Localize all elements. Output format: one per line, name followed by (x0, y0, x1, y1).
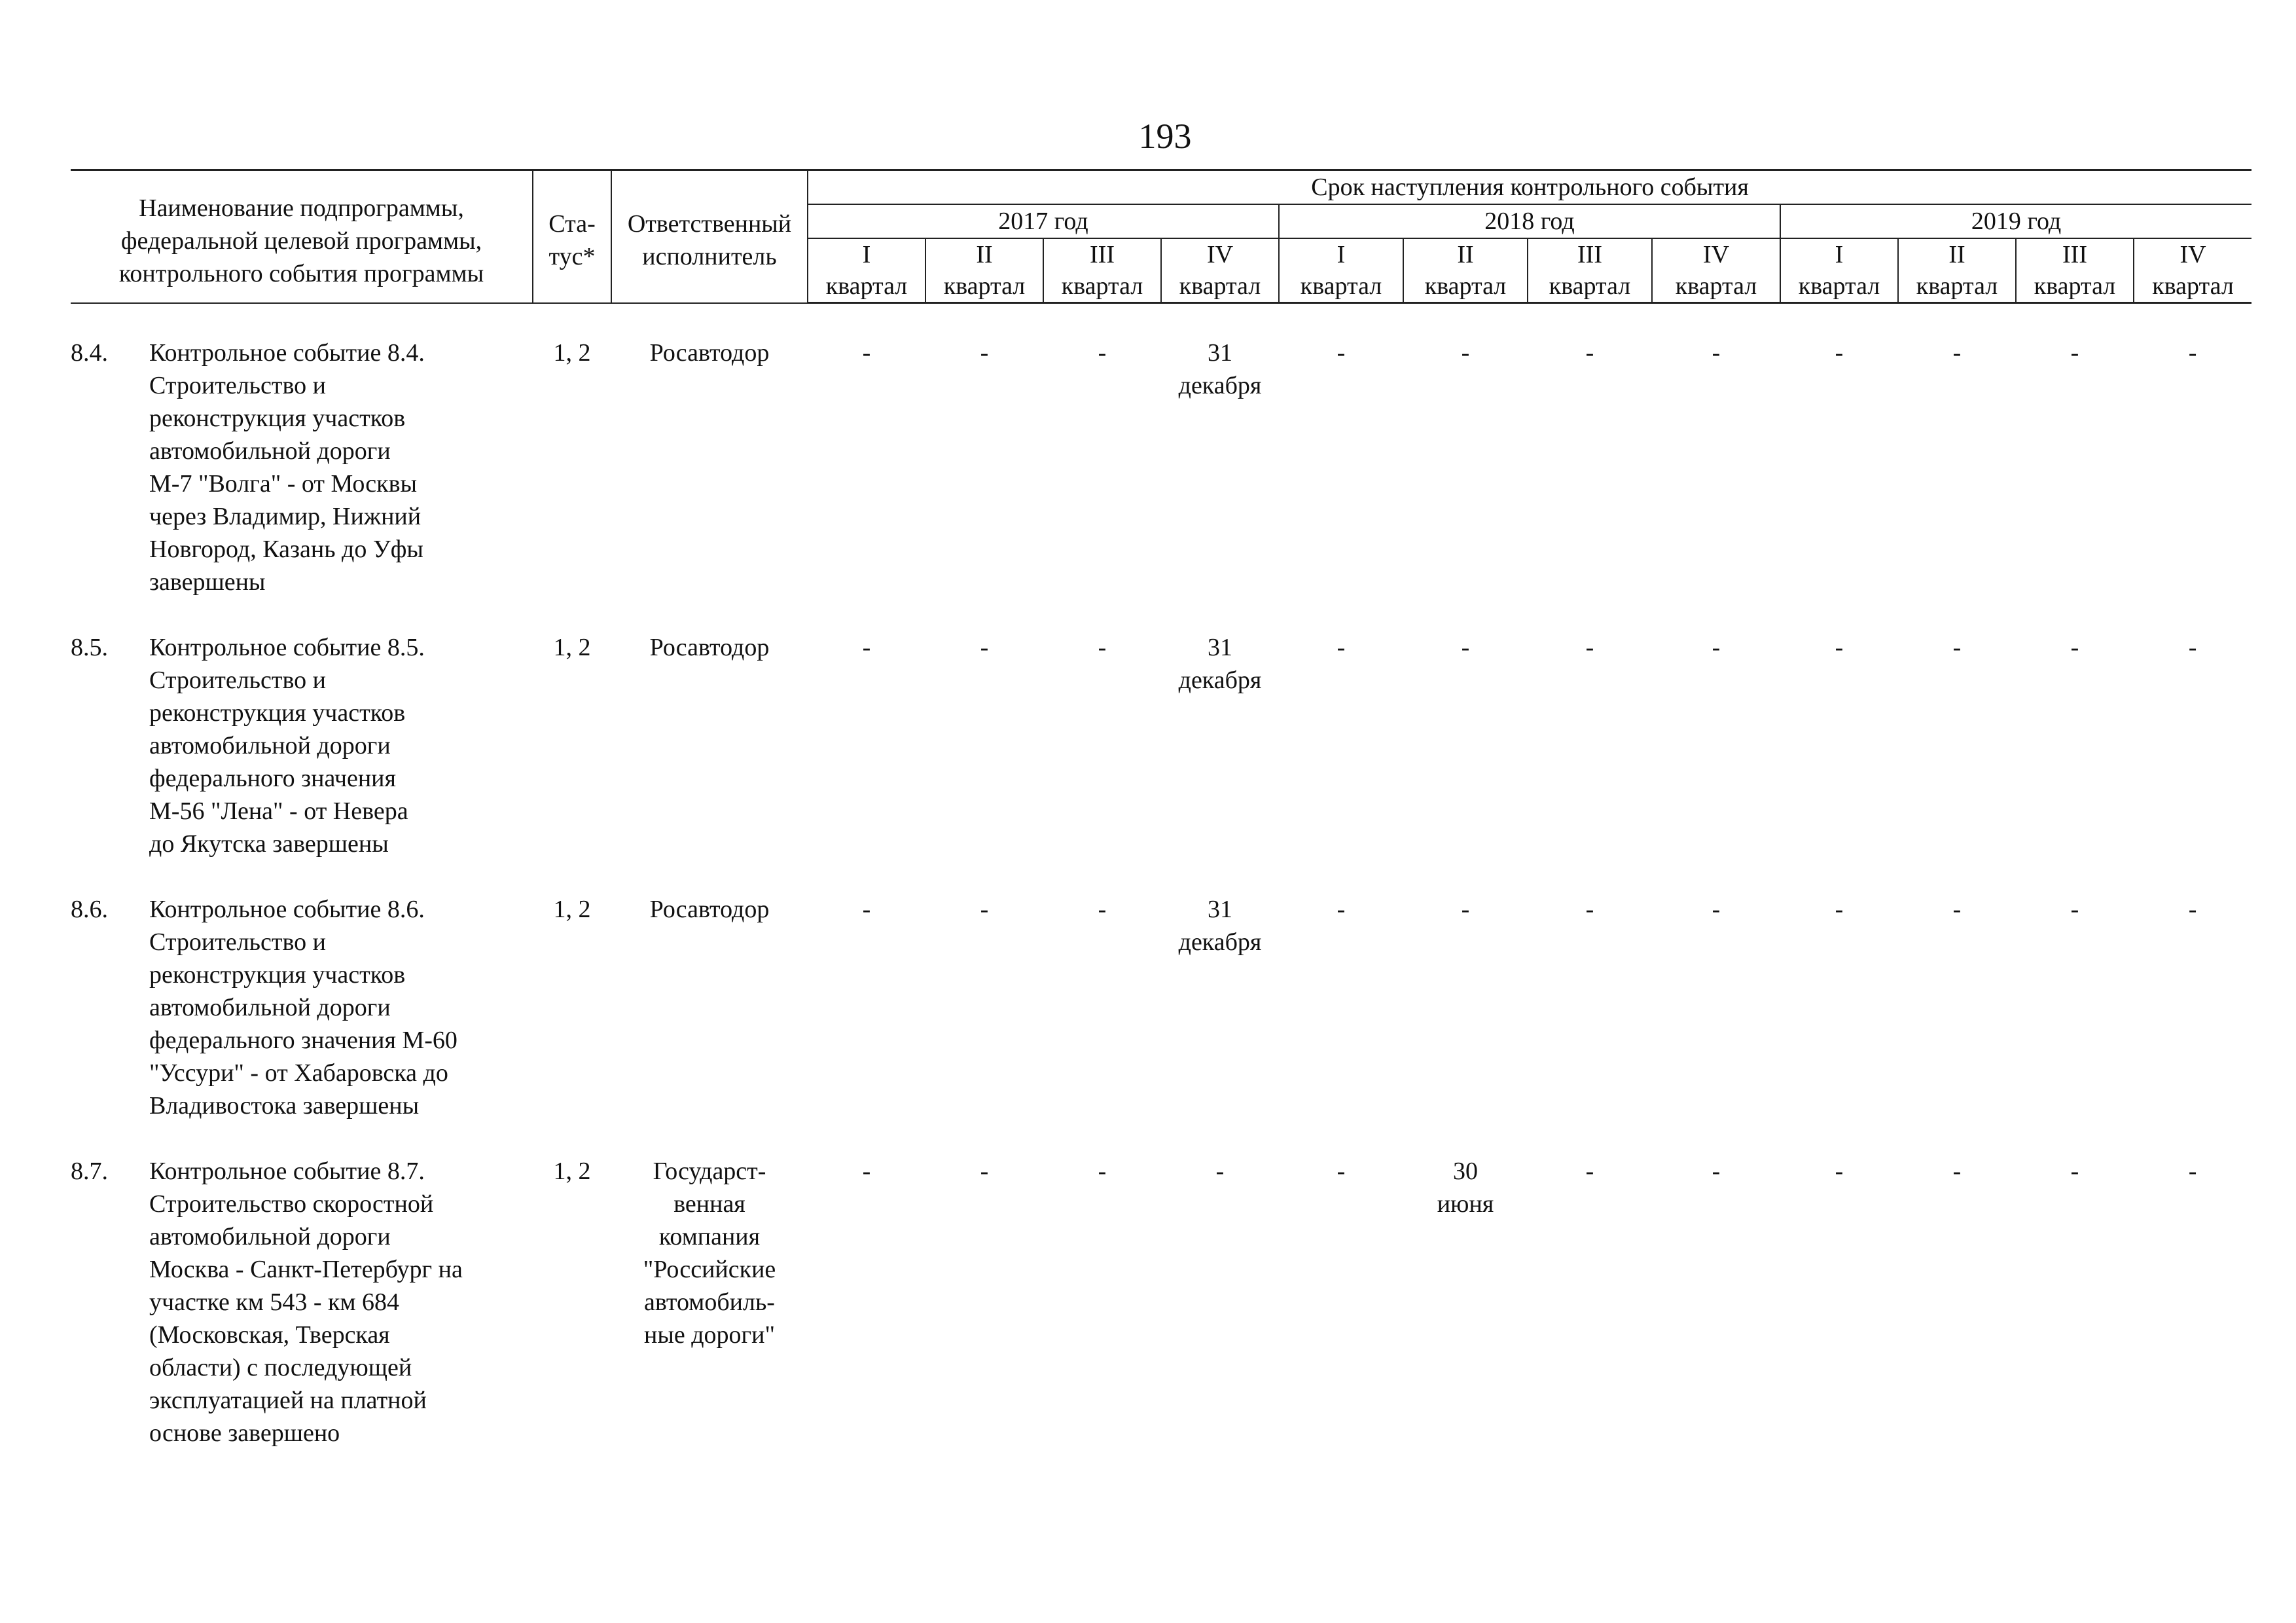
header-quarter-cell (1528, 238, 1652, 303)
quarter-deadline-cell (2134, 1155, 2251, 1482)
quarter-deadline-cell (1780, 1155, 1898, 1482)
event-name-line: Строительство и (149, 928, 327, 956)
quarter-deadline-line: - (1835, 896, 1844, 923)
status-value: 1, 2 (553, 896, 591, 923)
quarter-deadline-cell (925, 631, 1043, 893)
quarter-deadline-line: - (980, 339, 989, 367)
quarter-deadline-cell (925, 893, 1043, 1155)
header-quarter-word: квартал (825, 272, 908, 300)
header-quarter-roman: I (862, 241, 871, 268)
header-quarter-word: квартал (2034, 272, 2116, 300)
row-number: 8.5. (71, 634, 108, 661)
quarter-deadline-cell (1652, 893, 1780, 1155)
quarter-deadline-line: - (862, 896, 871, 923)
quarter-deadline-line: декабря (1178, 928, 1262, 956)
event-name-line: реконструкция участков (149, 405, 406, 432)
responsible-line: венная (673, 1190, 745, 1218)
quarter-deadline-cell (925, 337, 1043, 631)
quarter-deadline-cell (808, 893, 925, 1155)
quarter-deadline-line: - (862, 1158, 871, 1185)
quarter-deadline-cell (1898, 893, 2016, 1155)
quarter-deadline-cell (1403, 893, 1528, 1155)
quarter-deadline-line: - (1712, 339, 1721, 367)
table-body (71, 303, 2251, 1483)
header-quarter-word: квартал (2152, 272, 2234, 300)
quarter-deadline-cell (2016, 1155, 2134, 1482)
responsible-line: Государст- (653, 1158, 766, 1185)
quarter-deadline-line: - (2188, 339, 2197, 367)
quarter-deadline-line: - (862, 339, 871, 367)
header-quarter-roman: I (1835, 241, 1844, 268)
quarter-deadline-cell (1161, 1155, 1279, 1482)
event-name-line: М-56 "Лена" - от Невера (149, 797, 408, 825)
header-quarter-roman: IV (1702, 241, 1730, 268)
header-quarter-word: квартал (943, 272, 1026, 300)
row-number: 8.4. (71, 339, 108, 367)
quarter-deadline-cell (1898, 631, 2016, 893)
responsible-line: компания (658, 1223, 761, 1250)
quarter-deadline-line: - (1336, 1158, 1346, 1185)
quarter-deadline-line: - (1952, 1158, 1962, 1185)
quarter-deadline-line: - (1098, 339, 1107, 367)
header-quarter-roman: II (1948, 241, 1965, 268)
quarter-deadline-cell (1780, 631, 1898, 893)
quarter-deadline-line: июня (1437, 1190, 1494, 1218)
responsible-executor (611, 631, 808, 893)
header-quarter-word: квартал (1061, 272, 1143, 300)
event-name-line: автомобильной дороги (149, 1223, 391, 1250)
header-responsible-line: Ответственный (627, 210, 792, 238)
responsible-executor (611, 1155, 808, 1482)
status-value: 1, 2 (553, 339, 591, 367)
header-quarter-roman: III (1577, 241, 1602, 268)
quarter-deadline-cell (808, 1155, 925, 1482)
header-quarter-roman: III (1090, 241, 1115, 268)
quarter-deadline-line: - (1098, 896, 1107, 923)
quarter-deadline-line: декабря (1178, 372, 1262, 399)
quarter-deadline-line: - (2188, 896, 2197, 923)
quarter-deadline-line: - (1585, 1158, 1594, 1185)
quarter-deadline-line: - (1952, 339, 1962, 367)
quarter-deadline-line: - (2070, 339, 2079, 367)
quarter-deadline-cell (1528, 631, 1652, 893)
responsible-line: ные дороги" (643, 1321, 775, 1349)
header-quarter-cell (1652, 238, 1780, 303)
responsible-line: Росавтодор (649, 339, 770, 367)
event-name-line: автомобильной дороги (149, 732, 391, 759)
quarter-deadline-cell (1161, 337, 1279, 631)
quarter-deadline-cell (1043, 893, 1161, 1155)
quarter-deadline-line: 31 (1208, 634, 1232, 661)
header-quarter-cell (2134, 238, 2251, 303)
quarter-deadline-cell (1043, 631, 1161, 893)
quarter-deadline-line: - (2070, 634, 2079, 661)
header-year-2018: 2018 год (1279, 204, 1780, 238)
header-status-line: Ста- (548, 210, 596, 238)
event-name (149, 337, 533, 631)
quarter-deadline-line: - (1952, 634, 1962, 661)
quarter-deadline-cell (1279, 631, 1403, 893)
event-name-line: Строительство и (149, 666, 327, 694)
header-quarter-cell (1780, 238, 1898, 303)
event-name-line: основе завершено (149, 1419, 340, 1447)
event-name (149, 631, 533, 893)
event-name-line: М-7 "Волга" - от Москвы (149, 470, 418, 498)
quarter-deadline-cell (1043, 1155, 1161, 1482)
event-name-line: Новгород, Казань до Уфы (149, 536, 423, 563)
control-events-table (71, 169, 2251, 1482)
status-value: 1, 2 (553, 1158, 591, 1185)
event-name-line: участке км 543 - км 684 (149, 1288, 400, 1316)
quarter-deadline-line: - (980, 634, 989, 661)
event-name-line: федерального значения (149, 765, 396, 792)
quarter-deadline-cell (1898, 1155, 2016, 1482)
header-quarter-word: квартал (1549, 272, 1631, 300)
quarter-deadline-cell (1528, 337, 1652, 631)
event-name-line: автомобильной дороги (149, 437, 391, 465)
event-name-line: "Уссури" - от Хабаровска до (149, 1059, 448, 1087)
header-responsible-line: исполнитель (642, 243, 777, 270)
quarter-deadline-cell (1043, 337, 1161, 631)
header-quarter-cell (1403, 238, 1528, 303)
quarter-deadline-cell (1652, 631, 1780, 893)
quarter-deadline-line: - (1461, 339, 1470, 367)
status-value: 1, 2 (553, 634, 591, 661)
header-deadline: Срок наступления контрольного события (808, 170, 2251, 205)
header-year-2019: 2019 год (1780, 204, 2251, 238)
event-name-line: до Якутска завершены (149, 830, 389, 858)
header-status-cell (533, 170, 611, 303)
quarter-deadline-cell (1780, 337, 1898, 631)
responsible-line: Росавтодор (649, 634, 770, 661)
quarter-deadline-cell (1528, 893, 1652, 1155)
quarter-deadline-line: - (1712, 634, 1721, 661)
quarter-deadline-line: - (1835, 1158, 1844, 1185)
event-name (149, 893, 533, 1155)
quarter-deadline-line: декабря (1178, 666, 1262, 694)
quarter-deadline-line: - (2188, 634, 2197, 661)
event-name-line: Владивостока завершены (149, 1092, 420, 1120)
header-quarter-word: квартал (1424, 272, 1507, 300)
quarter-deadline-cell (1161, 631, 1279, 893)
quarter-deadline-cell (1161, 893, 1279, 1155)
quarter-deadline-cell (1403, 631, 1528, 893)
quarter-deadline-line: - (1952, 896, 1962, 923)
header-quarter-roman: III (2062, 241, 2087, 268)
header-status-line: тус* (548, 243, 596, 270)
quarter-deadline-line: - (1585, 339, 1594, 367)
header-name-line: Наименование подпрограммы, (139, 194, 464, 222)
header-quarter-word: квартал (1300, 272, 1382, 300)
quarter-deadline-line: - (1835, 634, 1844, 661)
event-name-line: реконструкция участков (149, 961, 406, 989)
quarter-deadline-line: - (1461, 896, 1470, 923)
quarter-deadline-line: - (1585, 896, 1594, 923)
header-responsible-cell (611, 170, 808, 303)
quarter-deadline-line: - (1461, 634, 1470, 661)
quarter-deadline-line: - (1098, 634, 1107, 661)
quarter-deadline-line: 31 (1208, 896, 1232, 923)
responsible-line: "Российские (643, 1256, 776, 1283)
row-number: 8.7. (71, 1158, 108, 1185)
quarter-deadline-cell (2016, 631, 2134, 893)
event-name-line: Контрольное событие 8.6. (149, 896, 425, 923)
quarter-deadline-line: - (1336, 634, 1346, 661)
quarter-deadline-cell (1528, 1155, 1652, 1482)
quarter-deadline-cell (1279, 893, 1403, 1155)
event-name-line: Москва - Санкт-Петербург на (149, 1256, 463, 1283)
event-name-line: Контрольное событие 8.7. (149, 1158, 425, 1185)
row-number: 8.6. (71, 896, 108, 923)
quarter-deadline-line: - (1835, 339, 1844, 367)
event-name-line: Строительство и (149, 372, 327, 399)
header-quarter-cell (1898, 238, 2016, 303)
table-row (71, 893, 2251, 1155)
header-quarter-roman: IV (1206, 241, 1234, 268)
responsible-executor (611, 337, 808, 631)
quarter-deadline-line: - (2188, 1158, 2197, 1185)
header-quarter-cell (1043, 238, 1161, 303)
event-name-line: эксплуатацией на платной (149, 1387, 427, 1414)
header-quarter-cell (1279, 238, 1403, 303)
event-name-line: Контрольное событие 8.5. (149, 634, 425, 661)
event-name-line: завершены (149, 568, 266, 596)
quarter-deadline-line: - (862, 634, 871, 661)
header-quarter-roman: II (976, 241, 993, 268)
header-quarter-word: квартал (1916, 272, 1998, 300)
event-name-line: автомобильной дороги (149, 994, 391, 1021)
header-name-line: контрольного события программы (118, 260, 484, 287)
quarter-deadline-cell (2134, 631, 2251, 893)
event-name-line: федерального значения М-60 (149, 1027, 457, 1054)
page-number: 193 (1138, 117, 1192, 156)
quarter-deadline-line: - (1215, 1158, 1225, 1185)
responsible-line: Росавтодор (649, 896, 770, 923)
quarter-deadline-line: 30 (1453, 1158, 1478, 1185)
quarter-deadline-line: - (980, 1158, 989, 1185)
event-name (149, 1155, 533, 1482)
header-quarter-word: квартал (1798, 272, 1880, 300)
header-name-cell (71, 170, 533, 303)
responsible-executor (611, 893, 808, 1155)
event-name-line: через Владимир, Нижний (149, 503, 422, 530)
header-quarter-roman: II (1457, 241, 1474, 268)
header-quarter-word: квартал (1179, 272, 1261, 300)
table-row (71, 337, 2251, 631)
table-header (71, 170, 2251, 303)
table-row (71, 631, 2251, 893)
quarter-deadline-line: 31 (1208, 339, 1232, 367)
quarter-deadline-cell (1780, 893, 1898, 1155)
header-quarter-roman: I (1336, 241, 1346, 268)
table-row (71, 1155, 2251, 1482)
quarter-deadline-cell (1652, 1155, 1780, 1482)
header-quarter-cell (2016, 238, 2134, 303)
quarter-deadline-line: - (1712, 896, 1721, 923)
event-name-line: реконструкция участков (149, 699, 406, 727)
quarter-deadline-line: - (1098, 1158, 1107, 1185)
event-name-line: Строительство скоростной (149, 1190, 434, 1218)
quarter-deadline-line: - (1336, 896, 1346, 923)
header-quarter-cell (808, 238, 925, 303)
quarter-deadline-cell (1403, 337, 1528, 631)
quarter-deadline-line: - (2070, 1158, 2079, 1185)
quarter-deadline-line: - (1336, 339, 1346, 367)
quarter-deadline-line: - (980, 896, 989, 923)
header-quarter-roman: IV (2179, 241, 2206, 268)
quarter-deadline-cell (1279, 1155, 1403, 1482)
quarter-deadline-cell (1403, 1155, 1528, 1482)
quarter-deadline-cell (1898, 337, 2016, 631)
quarter-deadline-line: - (1712, 1158, 1721, 1185)
event-name-line: Контрольное событие 8.4. (149, 339, 425, 367)
quarter-deadline-line: - (2070, 896, 2079, 923)
event-name-line: (Московская, Тверская (149, 1321, 390, 1349)
quarter-deadline-cell (2016, 337, 2134, 631)
header-quarter-word: квартал (1675, 272, 1757, 300)
quarter-deadline-cell (808, 337, 925, 631)
quarter-deadline-cell (1652, 337, 1780, 631)
quarter-deadline-line: - (1585, 634, 1594, 661)
quarter-deadline-cell (2134, 337, 2251, 631)
quarter-deadline-cell (808, 631, 925, 893)
header-name-line: федеральной целевой программы, (120, 227, 482, 255)
quarter-deadline-cell (1279, 337, 1403, 631)
header-year-2017: 2017 год (808, 204, 1279, 238)
quarter-deadline-cell (925, 1155, 1043, 1482)
responsible-line: автомобиль- (644, 1288, 775, 1316)
event-name-line: области) с последующей (149, 1354, 412, 1381)
quarter-deadline-cell (2134, 893, 2251, 1155)
quarter-deadline-cell (2016, 893, 2134, 1155)
header-quarter-cell (925, 238, 1043, 303)
header-quarter-cell (1161, 238, 1279, 303)
